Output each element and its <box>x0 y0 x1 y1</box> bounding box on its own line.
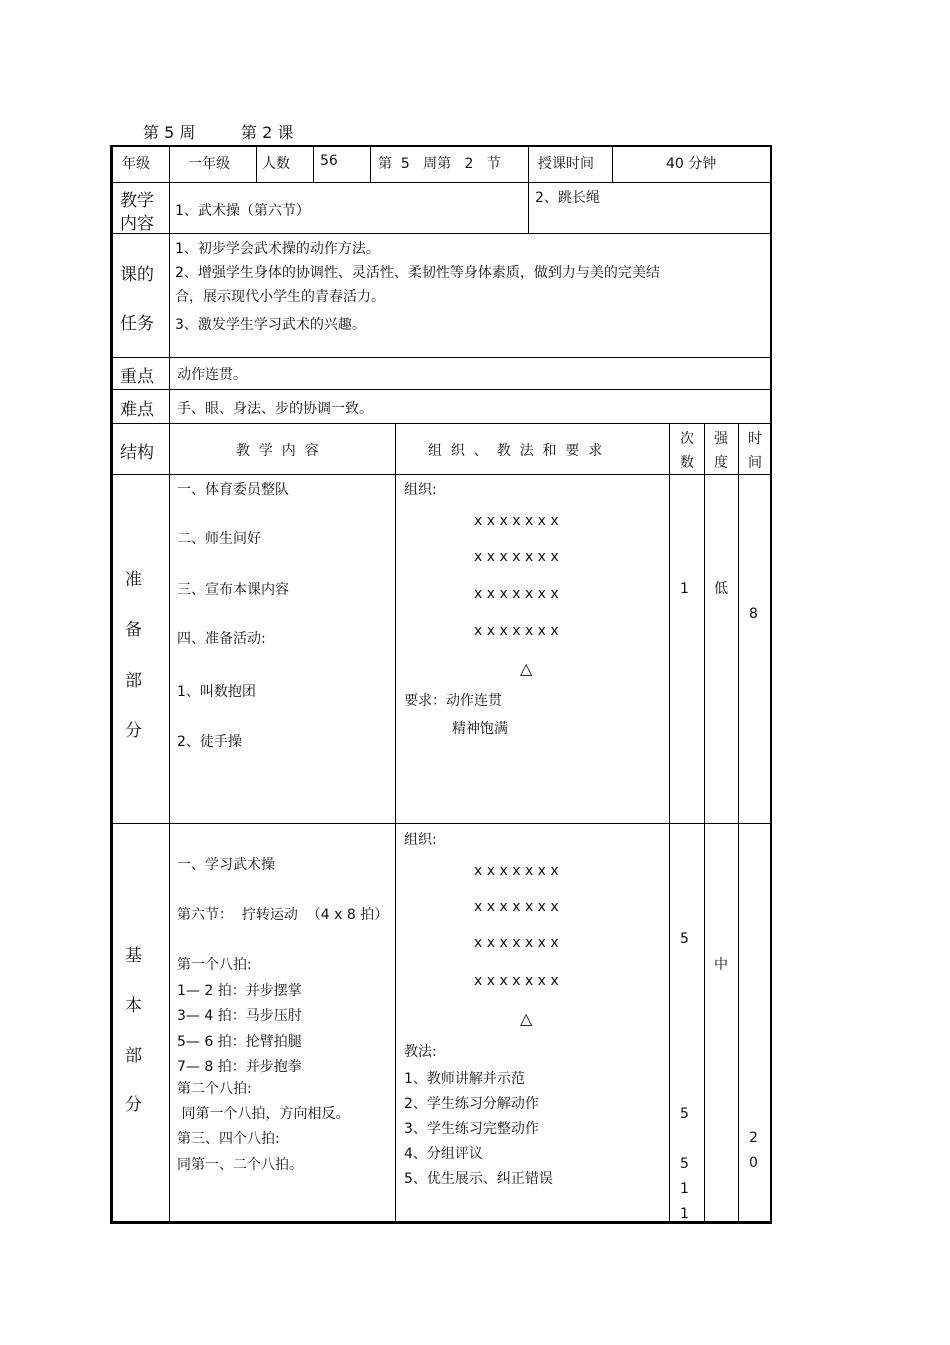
key-point-text: 动作连贯。 <box>177 367 247 383</box>
basic-time-digit: 2 <box>749 1130 758 1146</box>
basic-content-item: 3— 4 拍：马步压肘 <box>177 1008 302 1024</box>
prep-intensity: 低 <box>714 581 728 597</box>
teacher-position-icon: △ <box>520 659 533 678</box>
count-label: 人数 <box>262 156 290 172</box>
prep-content-item: 1、叫数抱团 <box>177 684 256 700</box>
basic-formation-row: x x x x x x x <box>474 973 559 989</box>
basic-method-item: 5、优生展示、纠正错误 <box>404 1171 553 1187</box>
basic-label-char: 分 <box>125 1095 142 1115</box>
basic-content-item: 一、学习武术操 <box>177 857 275 873</box>
basic-time-digit: 0 <box>749 1155 758 1171</box>
grade-label: 年级 <box>122 156 150 172</box>
key-point-label: 重点 <box>120 367 154 387</box>
intensity-header-1: 强 <box>714 431 728 447</box>
time-value: 40 分钟 <box>666 156 717 172</box>
basic-content-item: 1— 2 拍：并步摆掌 <box>177 983 302 999</box>
basic-content-item: 5— 6 拍：抡臂拍腿 <box>177 1034 302 1050</box>
prep-time: 8 <box>749 606 758 622</box>
prep-content-item: 一、体育委员整队 <box>177 482 289 498</box>
content-label-2: 内容 <box>120 214 154 234</box>
task-line-2: 2、增强学生身体的协调性、灵活性、柔韧性等身体素质，做到力与美的完美结 <box>175 265 660 281</box>
prep-reps: 1 <box>680 581 689 597</box>
basic-reps: 5 <box>680 1106 689 1122</box>
time-header-2: 间 <box>748 455 762 471</box>
basic-org-label: 组织: <box>404 832 437 848</box>
prep-label-char: 部 <box>125 671 142 691</box>
basic-content-item: 第二个八拍: <box>177 1081 252 1097</box>
basic-content-item: 7— 8 拍：并步抱拳 <box>177 1059 302 1075</box>
basic-reps: 5 <box>680 1156 689 1172</box>
basic-reps: 5 <box>680 931 689 947</box>
basic-method-item: 4、分组评议 <box>404 1146 483 1162</box>
prep-formation-row: x x x x x x x <box>474 513 559 529</box>
teacher-position-icon: △ <box>520 1009 533 1028</box>
task-line-1: 1、初步学会武术操的动作方法。 <box>175 241 380 257</box>
tasks-label-2: 任务 <box>120 314 154 334</box>
prep-content-item: 三、宣布本课内容 <box>177 582 289 598</box>
basic-method-item: 1、教师讲解并示范 <box>404 1071 525 1087</box>
basic-content-item: 同第一、二个八拍。 <box>177 1157 303 1173</box>
prep-formation-row: x x x x x x x <box>474 623 559 639</box>
basic-label-char: 本 <box>125 996 142 1016</box>
basic-content-item: 第六节： 拧转运动 （4 x 8 拍） <box>177 907 389 923</box>
basic-label-char: 部 <box>125 1046 142 1066</box>
grade-value: 一年级 <box>188 156 230 172</box>
basic-label-char: 基 <box>125 946 142 966</box>
basic-method-label: 教法: <box>404 1044 437 1060</box>
count-value: 56 <box>320 153 338 169</box>
week-period: 第 5 周第 2 节 <box>378 156 501 172</box>
prep-content-item: 二、师生问好 <box>177 531 261 547</box>
lesson-label: 第 2 课 <box>241 123 294 142</box>
prep-requirement-2: 精神饱满 <box>452 721 508 737</box>
basic-intensity: 中 <box>714 957 728 973</box>
tasks-label-1: 课的 <box>120 265 154 285</box>
reps-header-1: 次 <box>680 431 694 447</box>
time-header-1: 时 <box>748 431 762 447</box>
basic-content-item: 第三、四个八拍: <box>177 1131 280 1147</box>
basic-content-item: 第一个八拍: <box>177 957 252 973</box>
prep-label-char: 准 <box>125 570 142 590</box>
prep-formation-row: x x x x x x x <box>474 586 559 602</box>
basic-content-item: 同第一个八拍，方向相反。 <box>177 1106 350 1122</box>
structure-header: 结构 <box>120 443 154 463</box>
difficulty-text: 手、眼、身法、步的协调一致。 <box>177 401 373 417</box>
basic-method-item: 3、学生练习完整动作 <box>404 1121 539 1137</box>
basic-reps: 1 <box>680 1206 689 1222</box>
basic-reps: 1 <box>680 1181 689 1197</box>
intensity-header-2: 度 <box>714 455 728 471</box>
basic-formation-row: x x x x x x x <box>474 863 559 879</box>
organization-header: 组 织 、 教 法 和 要 求 <box>428 443 603 459</box>
teaching-content-header: 教 学 内 容 <box>236 443 319 459</box>
content-item-1: 1、武术操（第六节） <box>175 203 310 219</box>
task-line-4: 3、激发学生学习武术的兴趣。 <box>175 317 366 333</box>
basic-formation-row: x x x x x x x <box>474 935 559 951</box>
basic-method-item: 2、学生练习分解动作 <box>404 1096 539 1112</box>
prep-content-item: 2、徒手操 <box>177 734 242 750</box>
basic-formation-row: x x x x x x x <box>474 899 559 915</box>
week-label: 第 5 周 <box>143 123 196 142</box>
time-label: 授课时间 <box>538 156 594 172</box>
task-line-3: 合，展示现代小学生的青春活力。 <box>175 289 385 305</box>
prep-label-char: 备 <box>125 620 142 640</box>
prep-requirement: 要求：动作连贯 <box>404 693 502 709</box>
difficulty-label: 难点 <box>120 400 154 420</box>
prep-label-char: 分 <box>125 721 142 741</box>
reps-header-2: 数 <box>680 455 694 471</box>
prep-formation-row: x x x x x x x <box>474 549 559 565</box>
prep-content-item: 四、准备活动: <box>177 631 266 647</box>
content-item-2: 2、跳长绳 <box>535 190 600 206</box>
content-label-1: 教学 <box>120 191 154 211</box>
prep-org-label: 组织: <box>404 482 437 498</box>
